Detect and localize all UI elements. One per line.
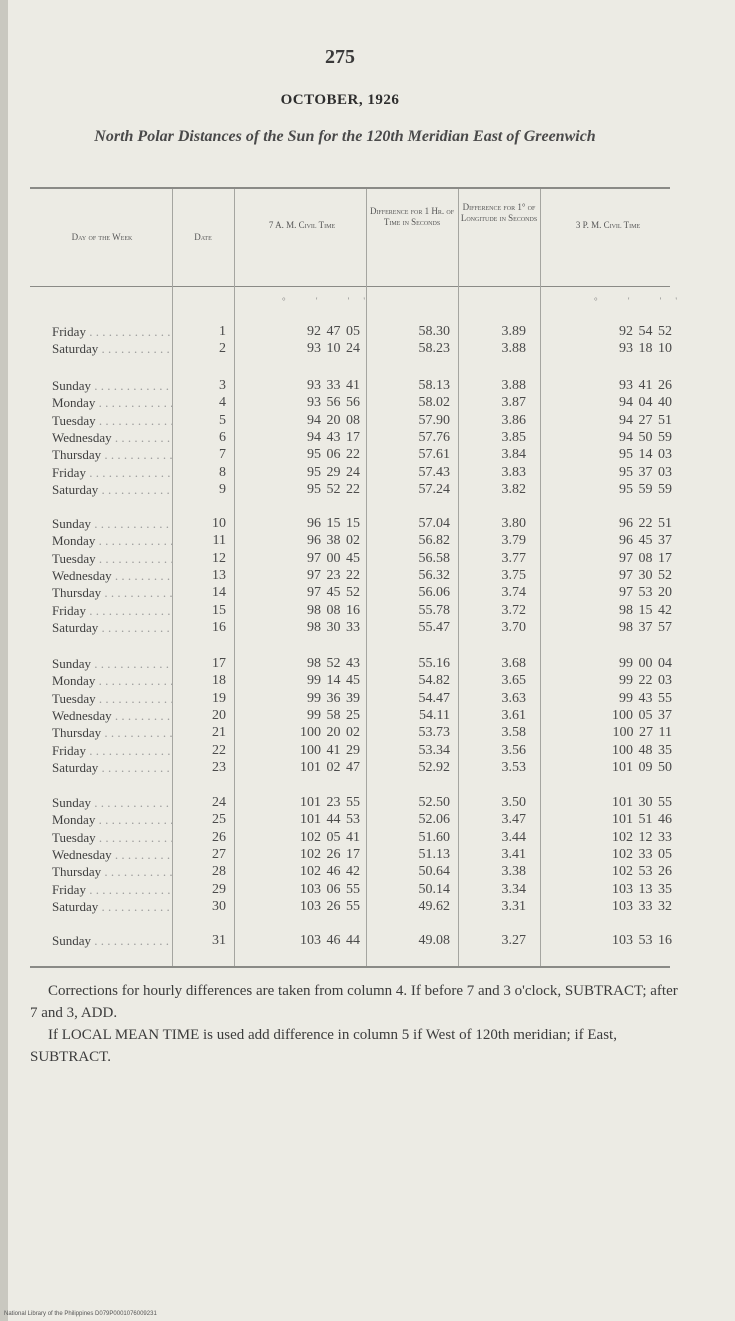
- am-distance-cell: 94 43 17: [307, 429, 360, 445]
- date-cell: 3: [219, 378, 226, 393]
- hour-difference-cell: 50.14: [418, 881, 450, 897]
- date-cell: 5: [219, 412, 226, 428]
- am-distance-cell: 97 23 22: [307, 567, 360, 583]
- am-distance-cell: 98 30 33: [307, 619, 360, 635]
- date-cell: 27: [212, 846, 226, 862]
- date-cell: 18: [212, 673, 226, 689]
- longitude-difference-cell: 3.83: [501, 464, 526, 480]
- hour-difference-cell: 57.76: [418, 429, 450, 445]
- table-row: [0, 482, 735, 499]
- date-cell: 12: [212, 550, 226, 566]
- day-name: Monday . . .: [52, 673, 172, 689]
- table-row: [0, 708, 735, 725]
- pm-distance-cell: 97 53 20: [619, 585, 672, 601]
- units-7am: ° ' '': [282, 296, 379, 306]
- am-distance-cell: 101 23 55: [300, 795, 360, 810]
- day-name: Wednesday . . .: [52, 708, 172, 724]
- date-cell: 19: [212, 690, 226, 706]
- table-row: [0, 603, 735, 620]
- hour-difference-cell: 56.06: [418, 585, 450, 601]
- pm-distance-cell: 94 27 51: [619, 412, 672, 428]
- table-row: [0, 760, 735, 777]
- footnote-local-mean-time: If LOCAL MEAN TIME is used add difference in column 5 if West of 120th meridian; if East, SUBTRACT.: [30, 1027, 617, 1065]
- day-name: Sunday . . .: [52, 378, 172, 394]
- day-name: Friday . . .: [52, 603, 172, 619]
- hour-difference-cell: 57.04: [418, 516, 450, 531]
- longitude-difference-cell: 3.34: [501, 881, 526, 897]
- hour-difference-cell: 54.47: [418, 690, 450, 706]
- pm-distance-cell: 98 37 57: [619, 619, 672, 635]
- table-row: [0, 341, 735, 358]
- date-cell: 20: [212, 707, 226, 723]
- longitude-difference-cell: 3.82: [501, 481, 526, 497]
- longitude-difference-cell: 3.88: [501, 378, 526, 393]
- day-name: Wednesday . . .: [52, 568, 172, 584]
- header-3pm: 3 P. M. Civil Time: [575, 220, 641, 230]
- pm-distance-cell: 100 05 37: [612, 707, 672, 723]
- day-name: Saturday . . .: [52, 899, 172, 915]
- pm-distance-cell: 95 14 03: [619, 447, 672, 463]
- pm-distance-cell: 102 33 05: [612, 846, 672, 862]
- table-row: [0, 656, 735, 673]
- hour-difference-cell: 56.58: [418, 550, 450, 566]
- hour-difference-cell: 57.43: [418, 464, 450, 480]
- longitude-difference-cell: 3.80: [501, 516, 526, 531]
- date-cell: 15: [212, 602, 226, 618]
- pm-distance-cell: 97 08 17: [619, 550, 672, 566]
- day-name: Sunday . . .: [52, 516, 172, 532]
- am-distance-cell: 102 26 17: [300, 846, 360, 862]
- header-7am: 7 A. M. Civil Time: [268, 220, 336, 230]
- day-name: Thursday . . .: [52, 864, 172, 880]
- library-stamp: National Library of the Philippines D079P0001076009231: [4, 1311, 157, 1317]
- am-distance-cell: 101 02 47: [300, 759, 360, 775]
- pm-distance-cell: 92 54 52: [619, 324, 672, 339]
- hour-difference-cell: 57.61: [418, 447, 450, 463]
- table-row: [0, 585, 735, 602]
- hour-difference-cell: 58.02: [418, 395, 450, 411]
- hour-difference-cell: 52.92: [418, 759, 450, 775]
- pm-distance-cell: 101 30 55: [612, 795, 672, 810]
- table-row: [0, 691, 735, 708]
- longitude-difference-cell: 3.63: [501, 690, 526, 706]
- table-row: [0, 847, 735, 864]
- longitude-difference-cell: 3.75: [501, 567, 526, 583]
- am-distance-cell: 97 45 52: [307, 585, 360, 601]
- day-name: Tuesday . . .: [52, 830, 172, 846]
- hour-difference-cell: 53.34: [418, 742, 450, 758]
- hour-difference-cell: 55.78: [418, 602, 450, 618]
- am-distance-cell: 95 29 24: [307, 464, 360, 480]
- longitude-difference-cell: 3.38: [501, 864, 526, 880]
- am-distance-cell: 96 38 02: [307, 533, 360, 549]
- page-title: OCTOBER, 1926: [280, 92, 400, 108]
- footnote-corrections: Corrections for hourly differences are taken from column 4. If before 7 and 3 o'clock, SUBTRACT; after 7 and 3, ADD.: [30, 983, 678, 1021]
- longitude-difference-cell: 3.74: [501, 585, 526, 601]
- pm-distance-cell: 99 22 03: [619, 673, 672, 689]
- day-name: Sunday . . .: [52, 933, 172, 949]
- date-cell: 26: [212, 829, 226, 845]
- longitude-difference-cell: 3.65: [501, 673, 526, 689]
- longitude-difference-cell: 3.79: [501, 533, 526, 549]
- hour-difference-cell: 54.11: [419, 707, 450, 723]
- hour-difference-cell: 52.50: [418, 795, 450, 810]
- date-cell: 8: [219, 464, 226, 480]
- date-cell: 31: [212, 933, 226, 948]
- date-cell: 17: [212, 656, 226, 671]
- hour-difference-cell: 56.32: [418, 567, 450, 583]
- table-row: [0, 551, 735, 568]
- date-cell: 29: [212, 881, 226, 897]
- longitude-difference-cell: 3.56: [501, 742, 526, 758]
- hour-difference-cell: 52.06: [418, 812, 450, 828]
- table-row: [0, 324, 735, 341]
- day-name: Thursday . . .: [52, 585, 172, 601]
- day-name: Friday . . .: [52, 324, 172, 340]
- longitude-difference-cell: 3.58: [501, 725, 526, 741]
- day-name: Wednesday . . .: [52, 847, 172, 863]
- date-cell: 30: [212, 898, 226, 914]
- pm-distance-cell: 93 41 26: [619, 378, 672, 393]
- am-distance-cell: 103 26 55: [300, 898, 360, 914]
- longitude-difference-cell: 3.53: [501, 759, 526, 775]
- hour-difference-cell: 58.23: [418, 341, 450, 357]
- am-distance-cell: 96 15 15: [307, 516, 360, 531]
- date-cell: 28: [212, 864, 226, 880]
- table-row: [0, 516, 735, 533]
- pm-distance-cell: 93 18 10: [619, 341, 672, 357]
- am-distance-cell: 92 47 05: [307, 324, 360, 339]
- hour-difference-cell: 51.13: [418, 846, 450, 862]
- table-subtitle: North Polar Distances of the Sun for the 120th Meridian East of Greenwich: [94, 128, 596, 145]
- table-top-rule: [30, 187, 670, 189]
- pm-distance-cell: 102 53 26: [612, 864, 672, 880]
- longitude-difference-cell: 3.72: [501, 602, 526, 618]
- units-3pm: ° ' '': [594, 296, 691, 306]
- am-distance-cell: 94 20 08: [307, 412, 360, 428]
- day-name: Monday . . .: [52, 395, 172, 411]
- table-row: [0, 830, 735, 847]
- date-cell: 2: [219, 341, 226, 357]
- am-distance-cell: 93 33 41: [307, 378, 360, 393]
- longitude-difference-cell: 3.50: [501, 795, 526, 810]
- date-cell: 11: [212, 533, 226, 549]
- pm-distance-cell: 95 37 03: [619, 464, 672, 480]
- pm-distance-cell: 102 12 33: [612, 829, 672, 845]
- table-row: [0, 743, 735, 760]
- day-name: Sunday . . .: [52, 656, 172, 672]
- longitude-difference-cell: 3.61: [501, 707, 526, 723]
- pm-distance-cell: 98 15 42: [619, 602, 672, 618]
- day-name: Sunday . . .: [52, 795, 172, 811]
- table-row: [0, 812, 735, 829]
- date-cell: 14: [212, 585, 226, 601]
- day-name: Saturday . . .: [52, 760, 172, 776]
- table-row: [0, 933, 735, 950]
- date-cell: 13: [212, 567, 226, 583]
- date-cell: 25: [212, 812, 226, 828]
- header-difference-hour: Difference for 1 Hr. of Time in Seconds: [369, 206, 455, 227]
- date-cell: 6: [219, 429, 226, 445]
- longitude-difference-cell: 3.47: [501, 812, 526, 828]
- hour-difference-cell: 57.24: [418, 481, 450, 497]
- hour-difference-cell: 49.62: [418, 898, 450, 914]
- day-name: Thursday . . .: [52, 725, 172, 741]
- am-distance-cell: 95 52 22: [307, 481, 360, 497]
- table-row: [0, 864, 735, 881]
- pm-distance-cell: 94 04 40: [619, 395, 672, 411]
- table-row: [0, 899, 735, 916]
- am-distance-cell: 101 44 53: [300, 812, 360, 828]
- longitude-difference-cell: 3.31: [501, 898, 526, 914]
- table-row: [0, 430, 735, 447]
- am-distance-cell: 100 20 02: [300, 725, 360, 741]
- hour-difference-cell: 55.47: [418, 619, 450, 635]
- longitude-difference-cell: 3.27: [501, 933, 526, 948]
- day-name: Friday . . .: [52, 465, 172, 481]
- day-name: Tuesday . . .: [52, 551, 172, 567]
- date-cell: 21: [212, 725, 226, 741]
- date-cell: 7: [219, 447, 226, 463]
- am-distance-cell: 103 46 44: [300, 933, 360, 948]
- table-row: [0, 447, 735, 464]
- table-row: [0, 465, 735, 482]
- hour-difference-cell: 54.82: [418, 673, 450, 689]
- pm-distance-cell: 99 43 55: [619, 690, 672, 706]
- pm-distance-cell: 99 00 04: [619, 656, 672, 671]
- longitude-difference-cell: 3.88: [501, 341, 526, 357]
- am-distance-cell: 102 05 41: [300, 829, 360, 845]
- am-distance-cell: 98 08 16: [307, 602, 360, 618]
- longitude-difference-cell: 3.84: [501, 447, 526, 463]
- day-name: Saturday . . .: [52, 482, 172, 498]
- pm-distance-cell: 103 53 16: [612, 933, 672, 948]
- longitude-difference-cell: 3.41: [501, 846, 526, 862]
- date-cell: 1: [219, 324, 226, 339]
- hour-difference-cell: 50.64: [418, 864, 450, 880]
- pm-distance-cell: 96 45 37: [619, 533, 672, 549]
- pm-distance-cell: 101 51 46: [612, 812, 672, 828]
- pm-distance-cell: 103 33 32: [612, 898, 672, 914]
- date-cell: 10: [212, 516, 226, 531]
- hour-difference-cell: 58.30: [418, 324, 450, 339]
- am-distance-cell: 103 06 55: [300, 881, 360, 897]
- table-row: [0, 533, 735, 550]
- table-row: [0, 882, 735, 899]
- date-cell: 16: [212, 619, 226, 635]
- longitude-difference-cell: 3.86: [501, 412, 526, 428]
- table-row: [0, 795, 735, 812]
- day-name: Monday . . .: [52, 812, 172, 828]
- date-cell: 22: [212, 742, 226, 758]
- am-distance-cell: 98 52 43: [307, 656, 360, 671]
- am-distance-cell: 99 14 45: [307, 673, 360, 689]
- date-cell: 4: [219, 395, 226, 411]
- longitude-difference-cell: 3.44: [501, 829, 526, 845]
- hour-difference-cell: 49.08: [418, 933, 450, 948]
- table-row: [0, 395, 735, 412]
- page-number: 275: [325, 46, 355, 68]
- day-name: Wednesday . . .: [52, 430, 172, 446]
- hour-difference-cell: 58.13: [418, 378, 450, 393]
- day-name: Saturday . . .: [52, 620, 172, 636]
- table-row: [0, 673, 735, 690]
- header-bottom-rule: [30, 286, 670, 287]
- am-distance-cell: 99 36 39: [307, 690, 360, 706]
- table-bottom-rule: [30, 966, 670, 968]
- hour-difference-cell: 55.16: [418, 656, 450, 671]
- date-cell: 23: [212, 759, 226, 775]
- hour-difference-cell: 51.60: [418, 829, 450, 845]
- day-name: Tuesday . . .: [52, 691, 172, 707]
- longitude-difference-cell: 3.89: [501, 324, 526, 339]
- longitude-difference-cell: 3.85: [501, 429, 526, 445]
- pm-distance-cell: 100 27 11: [612, 725, 672, 741]
- am-distance-cell: 93 10 24: [307, 341, 360, 357]
- header-day-of-week: Day of the Week: [71, 232, 133, 242]
- day-name: Friday . . .: [52, 882, 172, 898]
- am-distance-cell: 99 58 25: [307, 707, 360, 723]
- am-distance-cell: 97 00 45: [307, 550, 360, 566]
- pm-distance-cell: 101 09 50: [612, 759, 672, 775]
- table-row: [0, 725, 735, 742]
- hour-difference-cell: 57.90: [418, 412, 450, 428]
- day-name: Friday . . .: [52, 743, 172, 759]
- day-name: Saturday . . .: [52, 341, 172, 357]
- header-difference-longitude: Difference for 1° of Longitude in Seconds: [460, 202, 538, 223]
- pm-distance-cell: 103 13 35: [612, 881, 672, 897]
- pm-distance-cell: 94 50 59: [619, 429, 672, 445]
- pm-distance-cell: 96 22 51: [619, 516, 672, 531]
- day-name: Tuesday . . .: [52, 413, 172, 429]
- longitude-difference-cell: 3.70: [501, 619, 526, 635]
- pm-distance-cell: 95 59 59: [619, 481, 672, 497]
- am-distance-cell: 102 46 42: [300, 864, 360, 880]
- day-name: Thursday . . .: [52, 447, 172, 463]
- longitude-difference-cell: 3.87: [501, 395, 526, 411]
- table-row: [0, 378, 735, 395]
- table-row: [0, 568, 735, 585]
- am-distance-cell: 93 56 56: [307, 395, 360, 411]
- table-row: [0, 620, 735, 637]
- date-cell: 9: [219, 481, 226, 497]
- longitude-difference-cell: 3.68: [501, 656, 526, 671]
- date-cell: 24: [212, 795, 226, 810]
- hour-difference-cell: 53.73: [418, 725, 450, 741]
- pm-distance-cell: 100 48 35: [612, 742, 672, 758]
- longitude-difference-cell: 3.77: [501, 550, 526, 566]
- hour-difference-cell: 56.82: [418, 533, 450, 549]
- table-row: [0, 413, 735, 430]
- am-distance-cell: 95 06 22: [307, 447, 360, 463]
- am-distance-cell: 100 41 29: [300, 742, 360, 758]
- header-date: Date: [194, 232, 212, 242]
- pm-distance-cell: 97 30 52: [619, 567, 672, 583]
- day-name: Monday . . .: [52, 533, 172, 549]
